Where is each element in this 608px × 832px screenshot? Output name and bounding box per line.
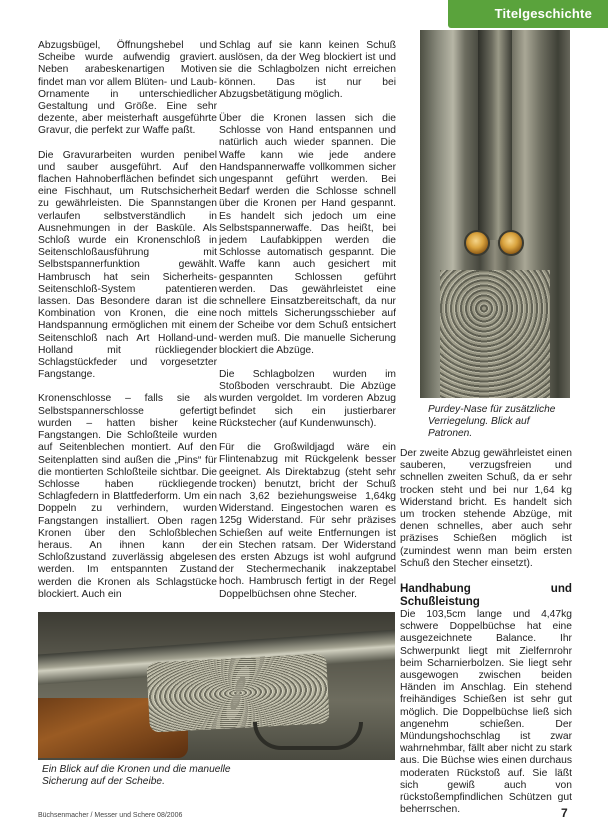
section-tab	[448, 0, 608, 28]
section-title: Titelgeschichte	[494, 6, 592, 21]
text-column-2	[219, 40, 396, 601]
engraved-receiver	[146, 653, 329, 732]
engraving	[440, 270, 550, 398]
text-column-1	[38, 40, 217, 601]
page-header	[0, 0, 608, 28]
photo-caption-top: Purdey-Nase für zusätzliche Verriegelung. Blick auf Patronen.	[428, 404, 556, 440]
paragraph: Schlag auf sie kann keinen Schuß auslösen, da der Weg blockiert ist und sie die Schlagbolzen nicht erreichen können. Das ist nur bei Abzugsbetätigung möglich.	[219, 40, 396, 100]
page-number: 7	[561, 806, 568, 820]
paragraph: Abzugsbügel, Öffnungshebel und Scheibe wurde aufwendig graviert. Neben arabeskenartigen Motiven findet man vor allem Blüten- und Laub-Ornamente in unterschiedlicher Gestaltung und Größe. Eine sehr dezente, aber meisterhaft ausgeführte Gravur, die perfekt zur Waffe paßt.	[38, 40, 217, 137]
text-column-3	[400, 448, 572, 816]
paragraph: Die Schlagbolzen wurden im Stoßboden verschraubt. Die Abzüge wurden vergoldet. Im vorderen Abzug befindet sich ein justierbarer Rückstecher (auf Kundenwunsch).	[219, 369, 396, 429]
barrel-rib	[478, 30, 512, 240]
cartridge-left	[464, 230, 490, 256]
photo-purdey-nose	[420, 30, 570, 398]
paragraph: Die Gravurarbeiten wurden penibel und sauber ausgeführt. Auf den flachen Hahnoberflächen befindet sich eine Fischhaut, um Rutschsicherheit zu gewährleisten. Die Spannstangen verlaufen selbstverständlich in Ausnehmungen in der Baskūle. Als Schloß wurde ein Kronenschloß in Seitenschloßausführung mit Selbstspannerfunktion gewählt. Hambrusch hat sein Sicherheits-Seitenschloß-System patentieren lassen. Das Besondere daran ist die Kombination von Kronen, die eine Handspannung ermöglichen mit einem Seitenschloß nach Art Holland-und-Holland mit rückliegender Schlagstückfeder und vorgesetzter Fangstange.	[38, 149, 217, 381]
cartridge-right	[498, 230, 524, 256]
footer-publication: Büchsenmacher / Messer und Schere 08/2006	[38, 812, 183, 819]
paragraph: Kronenschlosse – falls sie als Selbstspannerschlosse gefertigt wurden – hatten bisher keine Fangstangen. Die Schloßteile wurden auf Seitenblechen montiert. Auf den Seitenplatten sind außen die „Pins“ für die montierten Schloßteile sichtbar. Die Schlosse haben rückliegende Schlagfedern in Blattfederform. Um ein Doppeln zu verhindern, wurden Fangstangen installiert. Oben ragen Kronen über den Schloßblechen heraus. An ihnen kann der Schloßzustand zuverlässig abgelesen werden. Im entspannten Zustand werden die Kronen als Schlagstücke blockiert. Auch ein	[38, 393, 217, 600]
photo-caption-bottom: Ein Blick auf die Kronen und die manuelle Sicherung auf der Scheibe.	[42, 764, 231, 788]
paragraph: Über die Kronen lassen sich die Schlosse von Hand entspannen und natürlich auch wieder spannen. Die Waffe kann wie jede andere Handspannerwaffe vollkommen sicher ungespannt geführt werden. Bei Bedarf werden die Schlosse schnell über die Kronen per Hand gespannt. Es handelt sich jedoch um eine Selbstspannerwaffe. Das heißt, bei jedem Laufabkippen werden die Schlosse automatisch gespannt. Die Waffe kann auch gesichert mit gespannten Schlossen geführt werden. Das gewährleistet eine schnellere Einsatzbereitschaft, da nur noch mittels Sicherungsschieber auf der Scheibe vor dem Schuß entsichert werden muß. Die manuelle Sicherung blockiert die Abzüge.	[219, 113, 396, 356]
paragraph: Für die Großwildjagd wäre ein Flintenabzug mit Rückgelenk besser geeignet. Als Direktabzug (steht sehr trocken) benutzt, bricht der Schuß nach 3,62 beziehungsweise 1,64kg Widerstand. Eingestochen waren es 125g Widerstand. Für sehr präzises Schießen auf weite Entfernungen ist ein Stechen ratsam. Der Widerstand des ersten Abzugs ist wohl aufgrund der Stechermechanik inakzeptabel hoch. Hambrusch fertigt in der Regel Doppelbüchsen ohne Stecher.	[219, 442, 396, 600]
paragraph: Der zweite Abzug gewährleistet einen sauberen, verzugsfreien und schnellen zweiten Schuß, da er sehr trocken steht und bei nur 1,64 kg Widerstand bricht. Es handelt sich um trocken stehende Abzüge, mit denen schnelles, aber auch sehr präzises Schießen möglich ist (zumindest wenn man beim ersten Schuß den Stecher einsetzt).	[400, 448, 572, 569]
photo-crowns-safety	[38, 612, 395, 760]
paragraph: Die 103,5cm lange und 4,47kg schwere Doppelbüchse hat eine ausgezeichnete Balance. Ihr Schwerpunkt liegt mit Zielfernrohr beim Scharnierbolzen. Sie liegt sehr ausgewogen zwischen beiden Händen im Anschlag. Ein stehend freihändiges Schießen ist sehr gut möglich. Die Doppelbüchse ließ sich angenehm schießen. Der Mündungshochschlag ist zwar wahrnehmbar, fällt aber nicht zu stark aus. Die Büchse wies einen durchaus moderaten Rückstoß auf. Sie läßt sich gewiß auch von rückstoßempfindlichen Schützen gut beherrschen.	[400, 609, 572, 816]
section-subheading: Handhabung und Schußleistung	[400, 582, 572, 609]
trigger-guard	[253, 722, 363, 750]
